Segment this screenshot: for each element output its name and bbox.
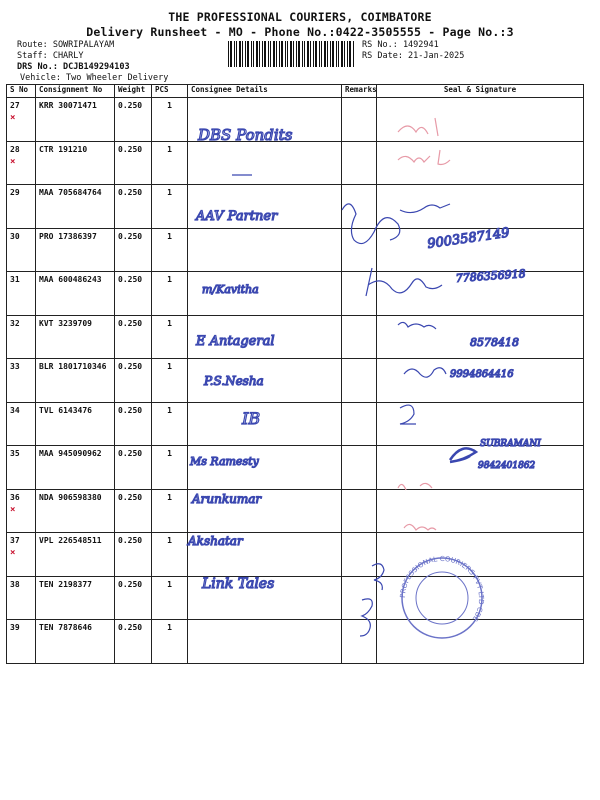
cell-consignee (188, 98, 342, 142)
table-row (7, 359, 584, 403)
meta-rs-date: RS Date: 21-Jan-2025 (362, 51, 465, 61)
barcode-bar (268, 41, 269, 67)
cell-consignee (188, 576, 342, 620)
cell-remarks (342, 185, 377, 229)
cell-seal (377, 533, 584, 577)
table-row (7, 98, 584, 142)
cell-consignee (188, 533, 342, 577)
barcode-bar (239, 41, 241, 67)
phone-handwriting: 9003587149 (426, 225, 511, 252)
barcode-bar (228, 41, 229, 67)
cell-remarks (342, 620, 377, 664)
barcode-bar (276, 41, 277, 67)
consignee-handwriting: E Antageral (196, 334, 275, 349)
cell-sno: 37 (10, 536, 20, 545)
barcode-bar (273, 41, 275, 67)
cell-sno: 31 (10, 275, 20, 284)
cell-remarks (342, 446, 377, 490)
barcode-bar (285, 41, 286, 67)
phone-handwriting: 9994864416 (450, 369, 514, 380)
red-cross-mark: × (10, 113, 16, 123)
cell-remarks (342, 576, 377, 620)
cell-sno: 32 (10, 318, 20, 328)
cell-consignee (188, 141, 342, 185)
cell-consignment: MAA 600486243 (39, 275, 102, 284)
barcode-bar (296, 41, 297, 67)
stamp-text: PROFESSIONAL COURIERS PVT LTD CBE (398, 554, 486, 623)
consignee-handwriting: Link Tales (202, 576, 275, 592)
cell-consignee (188, 620, 342, 664)
cell-consignee (188, 402, 342, 446)
consignee-handwriting: P.S.Nesha (204, 374, 264, 388)
cell-consignee (188, 446, 342, 490)
cell-pcs: 1 (167, 188, 172, 197)
cell-seal (377, 272, 584, 316)
cell-sno: 34 (10, 405, 20, 415)
consignee-handwriting: AAV Partner (196, 209, 278, 224)
cell-seal (377, 98, 584, 142)
cell-pcs: 1 (167, 492, 172, 502)
barcode-bar (247, 41, 249, 67)
table-row (7, 576, 584, 620)
cell-weight: 0.250 (118, 362, 143, 371)
cell-pcs: 1 (167, 362, 172, 371)
table-row (7, 141, 584, 185)
cell-pcs: 1 (167, 231, 172, 241)
table-row (7, 315, 584, 359)
consignee-handwriting: IB (242, 409, 261, 428)
cell-weight: 0.250 (118, 623, 143, 632)
barcode-bar (270, 41, 271, 67)
barcode-bar (281, 41, 283, 67)
cell-weight: 0.250 (118, 101, 143, 110)
cell-pcs: 1 (167, 318, 172, 328)
cell-remarks (342, 98, 377, 142)
barcode-bar (245, 41, 246, 67)
cell-sno: 28 (10, 144, 20, 154)
cell-sno: 38 (10, 579, 20, 589)
barcode-bar (336, 41, 337, 67)
barcode-bar (332, 41, 334, 67)
barcode-bar (324, 41, 326, 67)
cell-sno: 35 (10, 449, 20, 458)
barcode-bar (313, 41, 314, 67)
barcode-bar (253, 41, 254, 67)
table-row (7, 489, 584, 533)
cell-seal (377, 359, 584, 403)
barcode-bar (279, 41, 280, 67)
cell-seal (377, 489, 584, 533)
cell-remarks (342, 402, 377, 446)
cell-seal (377, 402, 584, 446)
cell-remarks (342, 272, 377, 316)
cell-pcs: 1 (167, 536, 172, 545)
cell-sno: 39 (10, 623, 20, 632)
cell-remarks (342, 228, 377, 272)
red-cross-mark: × (10, 504, 16, 515)
barcode-bar (293, 41, 294, 67)
signature-name: SUBRAMANI (480, 439, 541, 449)
barcode-bar (353, 41, 354, 67)
barcode-bar (256, 41, 258, 67)
header-weight: Weight (115, 85, 152, 98)
barcode-bar (347, 41, 348, 67)
consignee-handwriting: Ms Ramesty (190, 455, 259, 468)
barcode-bar (290, 41, 292, 67)
cell-consignment: TEN 7878646 (39, 623, 92, 632)
barcode (228, 41, 356, 67)
barcode-bar (349, 41, 351, 67)
header-sno: S No (7, 85, 36, 98)
barcode-bar (307, 41, 309, 67)
cell-sno: 33 (10, 362, 20, 371)
cell-consignment: CTR 191210 (39, 144, 88, 154)
cell-consignment: PRO 17386397 (39, 231, 97, 241)
phone-handwriting: 9842401862 (478, 461, 536, 471)
cell-weight: 0.250 (118, 231, 143, 241)
cell-consignment: NDA 906598380 (39, 492, 102, 502)
cell-remarks (342, 315, 377, 359)
meta-rs-no: RS No.: 1492941 (362, 40, 439, 50)
cell-sno: 30 (10, 231, 20, 241)
cell-consignee (188, 272, 342, 316)
table-row (7, 620, 584, 664)
cell-weight: 0.250 (118, 144, 143, 154)
cell-weight: 0.250 (118, 275, 143, 284)
consignee-handwriting: Arunkumar (192, 492, 262, 506)
cell-consignment: TEN 2198377 (39, 579, 92, 589)
table-header-row (7, 85, 584, 98)
cell-sno: 36 (10, 492, 20, 502)
barcode-bar (262, 41, 263, 67)
cell-sno: 27 (10, 101, 20, 110)
barcode-bar (344, 41, 345, 67)
barcode-bar (315, 41, 317, 67)
barcode-bar (298, 41, 300, 67)
cell-seal (377, 185, 584, 229)
meta-route: Route: SOWRIPALAYAM (17, 40, 115, 50)
cell-pcs: 1 (167, 144, 172, 154)
barcode-bar (234, 41, 235, 67)
barcode-bar (236, 41, 237, 67)
cell-weight: 0.250 (118, 188, 143, 197)
cell-seal (377, 446, 584, 490)
barcode-bar (338, 41, 339, 67)
cell-consignment: KRR 30071471 (39, 101, 97, 110)
meta-drs: DRS No.: DCJB149294103 (17, 62, 130, 72)
consignee-handwriting: DBS Pondits (198, 126, 293, 144)
page-subtitle: Delivery Runsheet - MO - Phone No.:0422-3505555 - Page No.:3 (86, 25, 514, 39)
barcode-bar (304, 41, 305, 67)
cell-pcs: 1 (167, 623, 172, 632)
cell-consignment: MAA 705684764 (39, 188, 102, 197)
header-consignment: Consignment No (36, 85, 115, 98)
table-row (7, 402, 584, 446)
cell-weight: 0.250 (118, 536, 143, 545)
barcode-bar (330, 41, 331, 67)
meta-staff: Staff: CHARLY (17, 51, 84, 61)
cell-pcs: 1 (167, 101, 172, 110)
header-pcs: PCS (152, 85, 188, 98)
barcode-bar (310, 41, 311, 67)
header-remarks: Remarks (342, 85, 377, 98)
runsheet-table (6, 84, 584, 664)
cell-consignee (188, 315, 342, 359)
table-row (7, 272, 584, 316)
consignee-handwriting: Akshatar (188, 534, 243, 548)
header-seal: Seal & Signature (377, 85, 584, 98)
cell-weight: 0.250 (118, 318, 143, 328)
meta-vehicle: Vehicle: Two Wheeler Delivery (20, 73, 169, 83)
phone-handwriting: 8578418 (470, 336, 519, 349)
barcode-bar (264, 41, 266, 67)
cell-remarks (342, 533, 377, 577)
cell-consignment: MAA 945090962 (39, 449, 102, 458)
cell-seal (377, 141, 584, 185)
cell-consignment: KVT 3239709 (39, 318, 92, 328)
table-row (7, 228, 584, 272)
cell-seal (377, 576, 584, 620)
cell-pcs: 1 (167, 405, 172, 415)
barcode-bar (319, 41, 320, 67)
cell-weight: 0.250 (118, 449, 143, 458)
cell-pcs: 1 (167, 275, 172, 284)
cell-consignee (188, 228, 342, 272)
cell-weight: 0.250 (118, 579, 143, 589)
cell-remarks (342, 359, 377, 403)
cell-consignee (188, 185, 342, 229)
phone-handwriting: 7786356918 (455, 267, 527, 285)
consignee-handwriting: m/Kavitha (202, 283, 259, 296)
cell-weight: 0.250 (118, 405, 143, 415)
cell-weight: 0.250 (118, 492, 143, 502)
page-title: THE PROFESSIONAL COURIERS, COIMBATORE (168, 10, 432, 24)
cell-remarks (342, 141, 377, 185)
cell-pcs: 1 (167, 449, 172, 458)
cell-consignee (188, 359, 342, 403)
barcode-bar (302, 41, 303, 67)
cell-seal (377, 315, 584, 359)
red-cross-mark: × (10, 548, 16, 558)
barcode-bar (287, 41, 288, 67)
cell-consignment: BLR 1801710346 (39, 362, 107, 371)
cell-consignee (188, 489, 342, 533)
table-row (7, 533, 584, 577)
barcode-bar (321, 41, 322, 67)
cell-seal (377, 620, 584, 664)
cell-seal (377, 225, 584, 272)
cell-consignment: VPL 226548511 (39, 536, 102, 545)
barcode-bar (259, 41, 260, 67)
cell-sno: 29 (10, 188, 20, 197)
barcode-bar (341, 41, 343, 67)
cell-pcs: 1 (167, 579, 172, 589)
table-row (7, 185, 584, 229)
barcode-bar (327, 41, 328, 67)
red-cross-mark: × (10, 156, 16, 167)
barcode-bar (251, 41, 252, 67)
barcode-bar (242, 41, 243, 67)
table-row (7, 446, 584, 490)
cell-consignment: TVL 6143476 (39, 405, 92, 415)
header-consignee: Consignee Details (188, 85, 342, 98)
barcode-bar (230, 41, 232, 67)
cell-remarks (342, 489, 377, 533)
